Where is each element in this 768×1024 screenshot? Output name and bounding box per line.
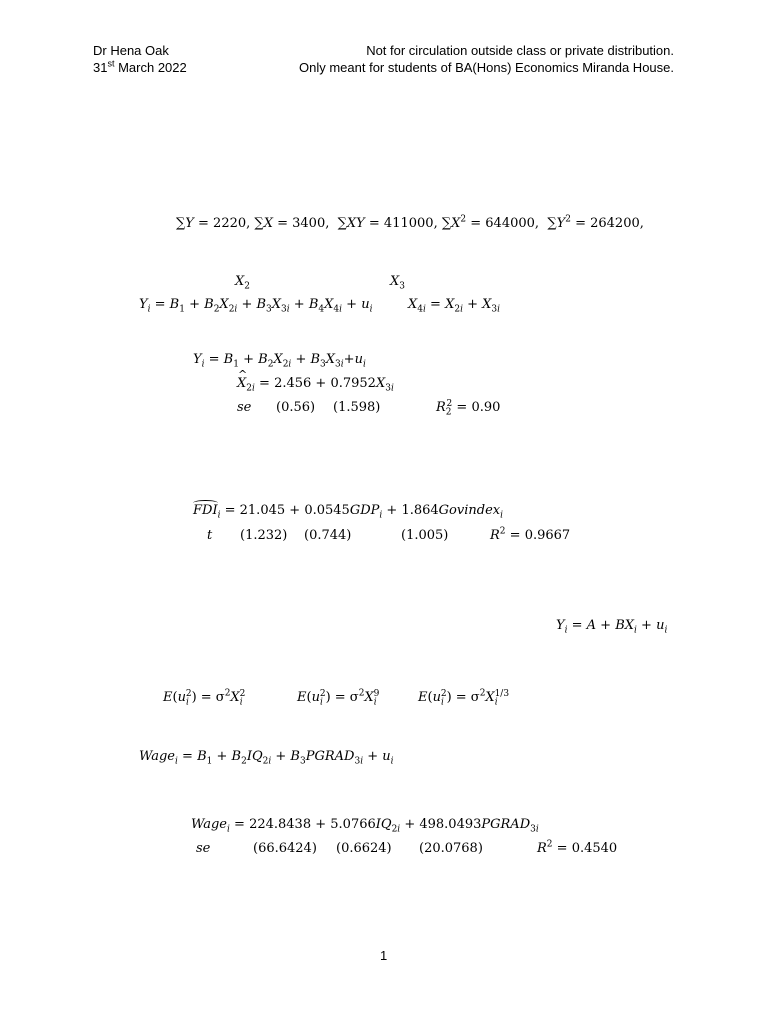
sum-x2-value: 644000 (485, 216, 535, 231)
document-date (93, 60, 187, 76)
author-name: Dr Hena Oak (93, 43, 169, 58)
sum-xy-value: 411000 (383, 216, 434, 231)
aux-se-2: (1.598) (333, 400, 381, 415)
wage-iq-coef: 5.0766 (330, 817, 376, 832)
four-variable-model: $Y_i = B_1 + B_2X_{2i} + B_3X_{3i} + B_4X_{4i} + u_i$ (139, 297, 373, 315)
wage-model: Wage$_i$ = $B_1 + B_2IQ_{2i}$ + $B_3PGRAD_{3i} + u_i$ (139, 749, 394, 767)
wage-se-2: (0.6624) (336, 841, 392, 856)
sum-y-value: 2220 (213, 216, 247, 231)
aux-se-label: se (237, 400, 252, 415)
sums-equation: ∑Y = 2220, ∑X = 3400, ∑XY = 411000, $\sum X^2 = 644000$, $\sum Y^2 = 264200$, (176, 214, 644, 231)
fdi-gov-coef: 1.864 (401, 503, 439, 518)
aux-r-squared: $R_2^2 = 0.90$ (436, 398, 501, 418)
aux-se-1: (0.56) (276, 400, 316, 415)
wage-intercept: 224.8438 (249, 817, 312, 832)
aux-intercept: 2.456 (274, 376, 312, 391)
auxiliary-regression: ^ $X_{2i} = 2.456 + 0.7952X_{3i}$ (237, 376, 394, 392)
x4-identity: $X_{4i} = X_{2i} + X_{3i}$ (408, 297, 501, 315)
three-variable-model: $Y_i = B_1 + B_2X_{2i} + B_3X_{3i}+u_i$ (193, 352, 366, 370)
fdi-t-2: (0.744) (304, 528, 352, 543)
wage-se-label: se (196, 841, 211, 856)
wage-r-squared: $R^2 = 0.4540$ (537, 839, 618, 856)
wage-pgrad-coef: 498.0493 (419, 817, 482, 832)
fdi-gdp-coef: 0.0545 (304, 503, 350, 518)
simple-model: $Y_i = A + BX_i + u_i$ (556, 618, 668, 636)
fdi-t-label: t (207, 528, 213, 543)
variance-form-3: $E(u_i^2) = \sigma^2X_i^{1/3}$ (418, 688, 510, 708)
date-day: 31 (93, 60, 108, 75)
x3-label: $X_3$ (390, 274, 405, 292)
date-rest: March 2022 (114, 60, 187, 75)
date-suffix: st (107, 58, 115, 69)
wage-regression: Wage$_i$ = $224.8438 + 5.0766IQ_{2i}$ + $498.0493PGRAD_{3i}$ (191, 817, 539, 835)
wage-se-1: (66.6424) (253, 841, 317, 856)
sum-y2-value: 264200 (590, 216, 640, 231)
fdi-intercept: 21.045 (239, 503, 286, 518)
variance-form-1: $E(u_i^2) = \sigma^2X_i^2$ (163, 688, 246, 708)
variance-form-2: $E(u_i^2) = \sigma^2X_i^9$ (297, 688, 380, 708)
fdi-t-3: (1.005) (401, 528, 449, 543)
fdi-t-1: (1.232) (240, 528, 288, 543)
audience-notice: Only meant for students of BA(Hons) Economics Miranda House. (299, 60, 674, 75)
wage-se-3: (20.0768) (419, 841, 483, 856)
page-number: 1 (380, 948, 388, 963)
aux-slope: 0.7952 (330, 376, 376, 391)
sum-x-value: 3400 (292, 216, 326, 231)
x2-label: $X_2$ (235, 274, 250, 292)
circulation-notice: Not for circulation outside class or private distribution. (366, 43, 674, 58)
fdi-r-squared: $R^2 = 0.9667$ (490, 526, 571, 543)
fdi-regression: $FDI_i = 21.045 + 0.0545GDP_i$ + 1.864Govindex$_i$ (193, 503, 503, 521)
